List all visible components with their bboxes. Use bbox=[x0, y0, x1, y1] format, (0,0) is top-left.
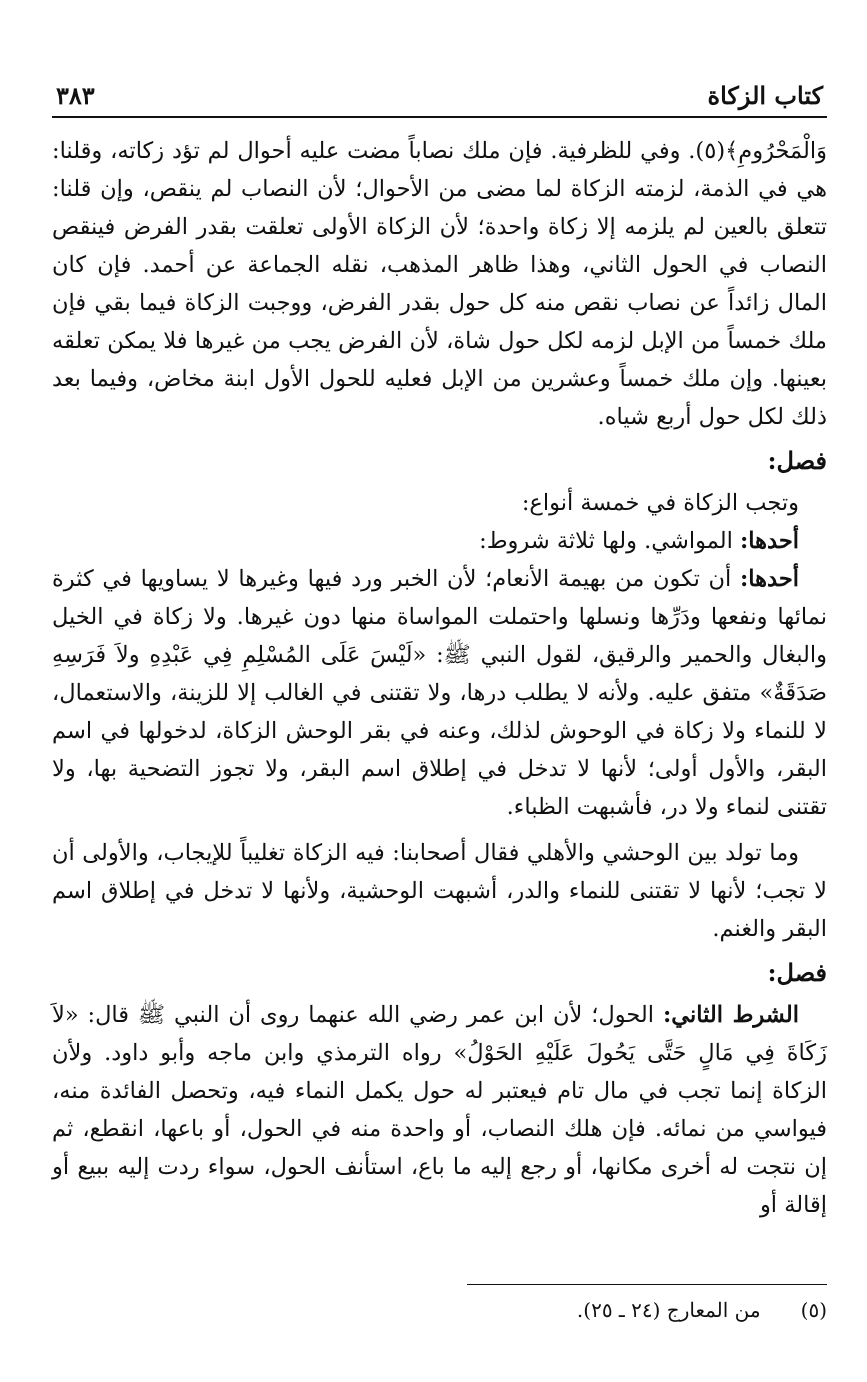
page-body bbox=[52, 132, 827, 1224]
footnote-text: من المعارج (٢٤ ـ ٢٥). bbox=[576, 1298, 761, 1322]
section-heading-fasl: فصل: bbox=[767, 958, 827, 987]
paragraph-lead: الشرط الثاني: bbox=[662, 1002, 799, 1028]
footnote bbox=[577, 1298, 827, 1322]
page-number: ٣٨٣ bbox=[56, 81, 95, 110]
paragraph-5: وما تولد بين الوحشي والأهلي فقال أصحابنا: فيه الزكاة تغليباً للإيجاب، والأولى أن لا تجب؛ لأنها لا تقتنى للنماء والدر، أشبهت الوحشية، ولأنها لا تدخل في إطلاق اسم البقر والغنم. bbox=[52, 840, 827, 942]
book-page bbox=[52, 70, 827, 1224]
paragraph-3: أحدها: المواشي. ولها ثلاثة شروط: bbox=[479, 528, 799, 554]
paragraph-6: الشرط الثاني: الحول؛ لأن ابن عمر رضي الله عنهما روى أن النبي ﷺ قال: «لاَ زَكَاةَ فِي مَالٍ حَتَّى يَحُولَ عَلَيْهِ الحَوْلُ» رواه الترمذي وابن ماجه وأبو داود. ولأن الزكاة إنما تجب في مال تام فيعتبر له حول يكمل النماء فيه، وتحصل الفائدة منه، فيواسي من نمائه. فإن هلك النصاب، أو واحدة منه في الحول، أو باعها، انقطع، ثم إن نتجت له أخرى مكانها، أو رجع إليه ما باع، استأنف الحول، سواء ردت إليه ببيع أو إقالة أو bbox=[52, 1002, 827, 1218]
spacer bbox=[52, 826, 827, 834]
running-title: كتاب الزكاة bbox=[707, 81, 823, 110]
paragraph-lead: أحدها: bbox=[740, 528, 799, 554]
section-heading-fasl: فصل: bbox=[767, 446, 827, 475]
footnote-divider bbox=[467, 1284, 827, 1285]
paragraph-1: وَالْمَحْرُومِ﴾(٥). وفي للظرفية. فإن ملك نصاباً مضت عليه أحوال لم تؤد زكاته، وقلنا: هي في الذمة، لزمته الزكاة لما مضى من الأحوال؛ لأن النصاب لم ينقص، وإن قلنا: تتعلق بالعين لم يلزمه إلا زكاة واحدة؛ لأن الزكاة الأولى تعلقت بقدر الفرض فينقص النصاب في الحول الثاني، وهذا ظاهر المذهب، نقله الجماعة عن أحمد. فإن كان المال زائداً عن نصاب نقص منه كل حول بقدر الفرض، ووجبت الزكاة فيما بقي فإن ملك خمساً من الإبل لزمه لكل حول شاة، لأن الفرض يجب من غيرها فلا يمكن تعلقه بعينها. وإن ملك خمساً وعشرين من الإبل فعليه للحول الأول ابنة مخاض، وفيما بعد ذلك لكل حول أربع شياه. bbox=[52, 138, 827, 430]
paragraph-lead: أحدها: bbox=[740, 566, 799, 592]
paragraph-4: أحدها: أن تكون من بهيمة الأنعام؛ لأن الخبر ورد فيها وغيرها لا يساويها في كثرة نمائها ونفعها ودَرِّها ونسلها واحتملت المواساة منها دون غيرها. ولا زكاة في الخيل والبغال والحمير والرقيق، لقول النبي ﷺ: «لَيْسَ عَلَى المُسْلِمِ فِي عَبْدِهِ ولاَ فَرَسِهِ صَدَقَةٌ» متفق عليه. ولأنه لا يطلب درها، ولا تقتنى في الغالب إلا للزينة، والاستعمال، لا للنماء ولا زكاة في الوحوش لذلك، وعنه في بقر الوحش الزكاة، لدخولها في اسم البقر، والأول أولى؛ لأنها لا تدخل في إطلاق اسم البقر، ولا تجوز التضحية بها، ولا تقتنى لنماء ولا در، فأشبهت الظباء. bbox=[52, 566, 827, 820]
paragraph-2: وتجب الزكاة في خمسة أنواع: bbox=[521, 490, 799, 516]
page-header bbox=[52, 70, 827, 118]
footnote-marker: (٥) bbox=[800, 1298, 827, 1322]
